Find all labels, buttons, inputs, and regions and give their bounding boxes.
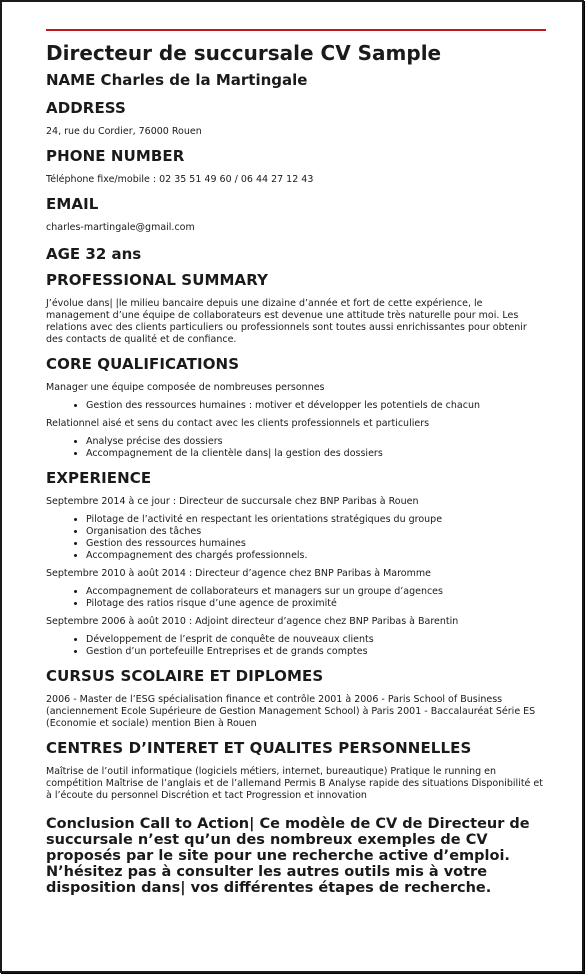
job-duties xyxy=(46,514,546,562)
list-item: • Analyse précise des dossiers xyxy=(86,436,546,448)
qualification-list xyxy=(46,436,546,460)
header-rule xyxy=(46,29,546,31)
interests-text: Maîtrise de l’outil informatique (logiciels métiers, internet, bureautique) Pratique le running en compétition Maîtrise de l’anglais et de l’allemand Permis B Analyse rapide des situations Disponibilité et à l’écoute du personnel Discrétion et tact Progression et innovation xyxy=(46,766,543,801)
list-item: • Pilotage de l’activité en respectant les orientations stratégiques du groupe xyxy=(86,514,546,526)
job-duties xyxy=(46,586,546,610)
age-line: AGE 32 ans xyxy=(46,245,142,263)
qualifications-heading: CORE QUALIFICATIONS xyxy=(46,355,240,373)
list-item: • Développement de l’esprit de conquête de nouveaux clients xyxy=(86,634,546,646)
list-item: • Organisation des tâches xyxy=(86,526,546,538)
experience-heading: EXPERIENCE xyxy=(46,469,152,487)
phone-heading: PHONE NUMBER xyxy=(46,147,185,165)
job-title: Septembre 2006 à août 2010 : Adjoint directeur d’agence chez BNP Paribas à Barentin xyxy=(46,616,459,627)
job-title: Septembre 2014 à ce jour : Directeur de succursale chez BNP Paribas à Rouen xyxy=(46,496,419,507)
cv-content xyxy=(46,40,546,896)
education-heading: CURSUS SCOLAIRE ET DIPLOMES xyxy=(46,667,324,685)
email-text: charles-martingale@gmail.com xyxy=(46,222,195,233)
cv-title: Directeur de succursale CV Sample xyxy=(46,41,442,65)
qualification-intro: Manager une équipe composée de nombreuses personnes xyxy=(46,382,325,393)
name-line: NAME Charles de la Martingale xyxy=(46,71,308,89)
summary-text: J’évolue dans| |le milieu bancaire depuis une dizaine d’année et fort de cette expérience, le management d’une équipe de collaborateurs est devenue une attitude très naturelle pour moi. Les relations avec des clients particuliers ou professionnels sont toutes aussi enrichissantes pour obtenir des contacts de qualité et de confiance. xyxy=(46,298,527,345)
summary-heading: PROFESSIONAL SUMMARY xyxy=(46,271,269,289)
conclusion-text: Conclusion Call to Action| Ce modèle de CV de Directeur de succursale n’est qu’un des nombreux exemples de CV proposés par le site pour une recherche active d’emploi. N’hésitez pas à consulter les autres outils mis à votre disposition dans| vos différentes étapes de recherche. xyxy=(46,816,530,896)
email-heading: EMAIL xyxy=(46,195,99,213)
phone-text: Téléphone fixe/mobile : 02 35 51 49 60 / 06 44 27 12 43 xyxy=(46,174,314,185)
address-text: 24, rue du Cordier, 76000 Rouen xyxy=(46,126,202,137)
list-item: • Gestion d’un portefeuille Entreprises et de grands comptes xyxy=(86,646,546,658)
list-item: • Gestion des ressources humaines xyxy=(86,538,546,550)
address-heading: ADDRESS xyxy=(46,99,126,117)
job-title: Septembre 2010 à août 2014 : Directeur d’agence chez BNP Paribas à Maromme xyxy=(46,568,431,579)
list-item: • Gestion des ressources humaines : motiver et développer les potentiels de chacun xyxy=(86,400,546,412)
qualification-intro: Relationnel aisé et sens du contact avec les clients professionnels et particuliers xyxy=(46,418,430,429)
list-item: • Accompagnement des chargés professionnels. xyxy=(86,550,546,562)
interests-heading: CENTRES D’INTERET ET QUALITES PERSONNELLES xyxy=(46,739,472,757)
qualification-list xyxy=(46,400,546,412)
list-item: • Pilotage des ratios risque d’une agence de proximité xyxy=(86,598,546,610)
list-item: • Accompagnement de collaborateurs et managers sur un groupe d’agences xyxy=(86,586,546,598)
job-duties xyxy=(46,634,546,658)
education-text: 2006 - Master de l’ESG spécialisation finance et contrôle 2001 à 2006 - Paris School of Business (anciennement Ecole Supérieure de Gestion Management School) à Paris 2001 - Baccalauréat Série ES (Economie et sociale) mention Bien à Rouen xyxy=(46,694,536,729)
list-item: • Accompagnement de la clientèle dans| la gestion des dossiers xyxy=(86,448,546,460)
